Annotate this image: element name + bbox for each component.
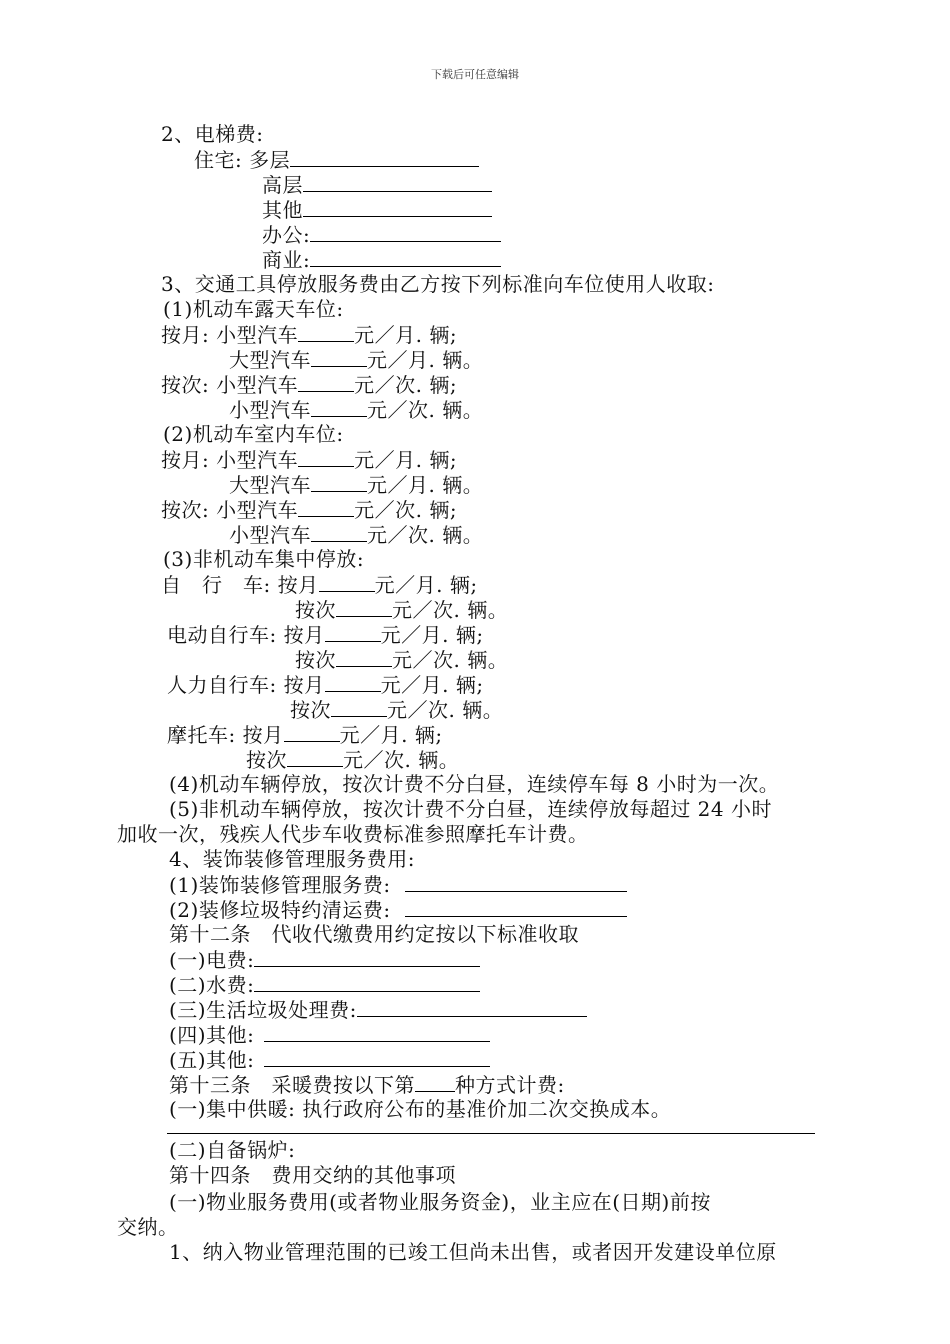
rate-unit: 元／月. 辆; — [380, 673, 484, 697]
fill-line — [169, 997, 587, 1023]
rate-label: 大型汽车 — [229, 473, 311, 497]
parking-fee-heading: 3、交通工具停放服务费由乙方按下列标准向车位使用人收取: — [161, 272, 715, 296]
rate-label: 按次 — [295, 598, 336, 622]
blank-field[interactable] — [310, 247, 501, 267]
blank-field[interactable] — [254, 947, 480, 967]
fee-label: (2)装修垃圾特约清运费: — [169, 898, 391, 922]
rate-unit: 元／次. 辆; — [354, 373, 458, 397]
fill-line — [290, 697, 503, 723]
blank-field[interactable] — [264, 1022, 490, 1042]
rate-label: 按次 — [290, 698, 331, 722]
rate-label: 大型汽车 — [229, 348, 311, 372]
blank-field[interactable] — [405, 897, 627, 917]
blank-field[interactable] — [303, 172, 492, 192]
blank-line[interactable] — [167, 1133, 815, 1134]
blank-field[interactable] — [336, 647, 392, 667]
fill-line — [246, 747, 459, 773]
fill-line — [161, 322, 457, 348]
central-heating-line: (一)集中供暖: 执行政府公布的基准价加二次交换成本。 — [169, 1097, 672, 1121]
fill-line — [262, 222, 501, 248]
blank-field[interactable] — [325, 672, 381, 692]
blank-field[interactable] — [298, 447, 354, 467]
rate-label: 电动自行车: 按月 — [167, 623, 325, 647]
fill-line — [169, 972, 480, 998]
blank-field[interactable] — [303, 197, 492, 217]
blank-field[interactable] — [357, 997, 587, 1017]
fill-line — [169, 1022, 490, 1048]
rate-label: 自 行 车: 按月 — [161, 573, 319, 597]
blank-field[interactable] — [254, 972, 480, 992]
fill-line — [161, 497, 457, 523]
fee-label: (四)其他: — [169, 1023, 255, 1047]
article-14-heading: 第十四条 费用交纳的其他事项 — [169, 1163, 456, 1187]
fee-label: (二)水费: — [169, 973, 255, 997]
renovation-fee-heading: 4、装饰装修管理服务费用: — [169, 847, 415, 871]
fee-label: (三)生活垃圾处理费: — [169, 998, 357, 1022]
office-label: 办公: — [262, 223, 311, 247]
fee-label: (一)电费: — [169, 948, 255, 972]
indoor-motor-heading: (2)机动车室内车位: — [163, 422, 344, 446]
rate-label: 按月: 小型汽车 — [161, 448, 299, 472]
blank-field[interactable] — [298, 322, 354, 342]
rate-label: 按次: 小型汽车 — [161, 498, 299, 522]
fill-line — [169, 897, 627, 923]
rate-unit: 元／月. 辆。 — [367, 473, 484, 497]
rate-unit: 元／月. 辆; — [354, 448, 458, 472]
outdoor-motor-heading: (1)机动车露天车位: — [163, 297, 344, 321]
fill-line — [262, 172, 492, 198]
fill-line — [262, 197, 492, 223]
article-13-heading: 第十三条 采暖费按以下第 — [169, 1073, 415, 1097]
rate-unit: 元／次. 辆。 — [392, 648, 509, 672]
blank-field[interactable] — [287, 747, 343, 767]
self-boiler-line: (二)自备锅炉: — [169, 1138, 296, 1162]
blank-field[interactable] — [405, 872, 627, 892]
blank-field[interactable] — [284, 722, 340, 742]
blank-field[interactable] — [311, 522, 367, 542]
property-fee-clause: (一)物业服务费用(或者物业服务资金)，业主应在(日期)前按 — [169, 1190, 711, 1214]
fill-line — [194, 147, 479, 173]
property-fee-clause-cont: 交纳。 — [117, 1215, 179, 1239]
blank-field[interactable] — [311, 472, 367, 492]
fill-line — [262, 247, 501, 273]
rate-unit: 元／次. 辆。 — [392, 598, 509, 622]
rate-label: 按月: 小型汽车 — [161, 323, 299, 347]
fill-line — [161, 572, 478, 598]
fill-line — [161, 447, 457, 473]
rate-label: 摩托车: 按月 — [167, 723, 284, 747]
rate-label: 小型汽车 — [229, 523, 311, 547]
rate-label: 小型汽车 — [229, 398, 311, 422]
rate-unit: 元／月. 辆; — [339, 723, 443, 747]
fill-line — [169, 1072, 565, 1098]
rate-label: 人力自行车: 按月 — [167, 673, 325, 697]
blank-field[interactable] — [298, 497, 354, 517]
blank-field[interactable] — [311, 347, 367, 367]
rate-unit: 元／月. 辆; — [380, 623, 484, 647]
fill-line — [295, 597, 508, 623]
rate-label: 按次 — [246, 748, 287, 772]
commercial-label: 商业: — [262, 248, 311, 272]
high-rise-label: 高层 — [262, 173, 303, 197]
fill-line — [167, 622, 484, 648]
fill-line — [167, 672, 484, 698]
fill-line — [169, 947, 480, 973]
blank-field[interactable] — [310, 222, 501, 242]
rate-unit: 元／月. 辆; — [354, 323, 458, 347]
rate-label: 按次: 小型汽车 — [161, 373, 299, 397]
rate-unit: 元／次. 辆; — [354, 498, 458, 522]
page-header: 下载后可任意编辑 — [431, 68, 519, 81]
article-12-heading: 第十二条 代收代缴费用约定按以下标准收取 — [169, 922, 579, 946]
rate-unit: 元／次. 辆。 — [387, 698, 504, 722]
clause-1: 1、纳入物业管理范围的已竣工但尚未出售，或者因开发建设单位原 — [169, 1240, 777, 1264]
fill-line — [229, 347, 483, 373]
rate-unit: 元／次. 辆。 — [367, 523, 484, 547]
blank-field[interactable] — [311, 397, 367, 417]
fill-line — [169, 872, 627, 898]
rate-label: 按次 — [295, 648, 336, 672]
fill-line — [167, 722, 443, 748]
blank-field[interactable] — [319, 572, 375, 592]
blank-field[interactable] — [331, 697, 387, 717]
fee-label: (1)装饰装修管理服务费: — [169, 873, 391, 897]
rate-unit: 元／月. 辆; — [374, 573, 478, 597]
motor-parking-rule: (4)机动车辆停放，按次计费不分白昼，连续停车每 8 小时为一次。 — [169, 772, 780, 796]
fill-line — [229, 522, 483, 548]
blank-field[interactable] — [264, 1047, 490, 1067]
rate-unit: 元／月. 辆。 — [367, 348, 484, 372]
fill-line — [229, 472, 483, 498]
fill-line — [229, 397, 483, 423]
fill-line — [161, 372, 457, 398]
other-label: 其他 — [262, 198, 303, 222]
non-motor-parking-rule-cont: 加收一次，残疾人代步车收费标准参照摩托车计费。 — [117, 822, 589, 846]
residential-multi-label: 住宅: 多层 — [194, 148, 291, 172]
non-motor-parking-rule: (5)非机动车辆停放，按次计费不分白昼，连续停放每超过 24 小时 — [169, 797, 772, 821]
elevator-fee-heading: 2、电梯费: — [161, 122, 264, 146]
blank-field[interactable] — [336, 597, 392, 617]
rate-unit: 元／次. 辆。 — [343, 748, 460, 772]
fill-line — [295, 647, 508, 673]
fee-label: (五)其他: — [169, 1048, 255, 1072]
blank-field[interactable] — [298, 372, 354, 392]
blank-field[interactable] — [415, 1072, 455, 1092]
fill-line — [169, 1047, 490, 1073]
blank-field[interactable] — [325, 622, 381, 642]
heating-method-suffix: 种方式计费: — [455, 1073, 565, 1097]
blank-field[interactable] — [290, 147, 479, 167]
non-motor-heading: (3)非机动车集中停放: — [163, 547, 365, 571]
rate-unit: 元／次. 辆。 — [367, 398, 484, 422]
